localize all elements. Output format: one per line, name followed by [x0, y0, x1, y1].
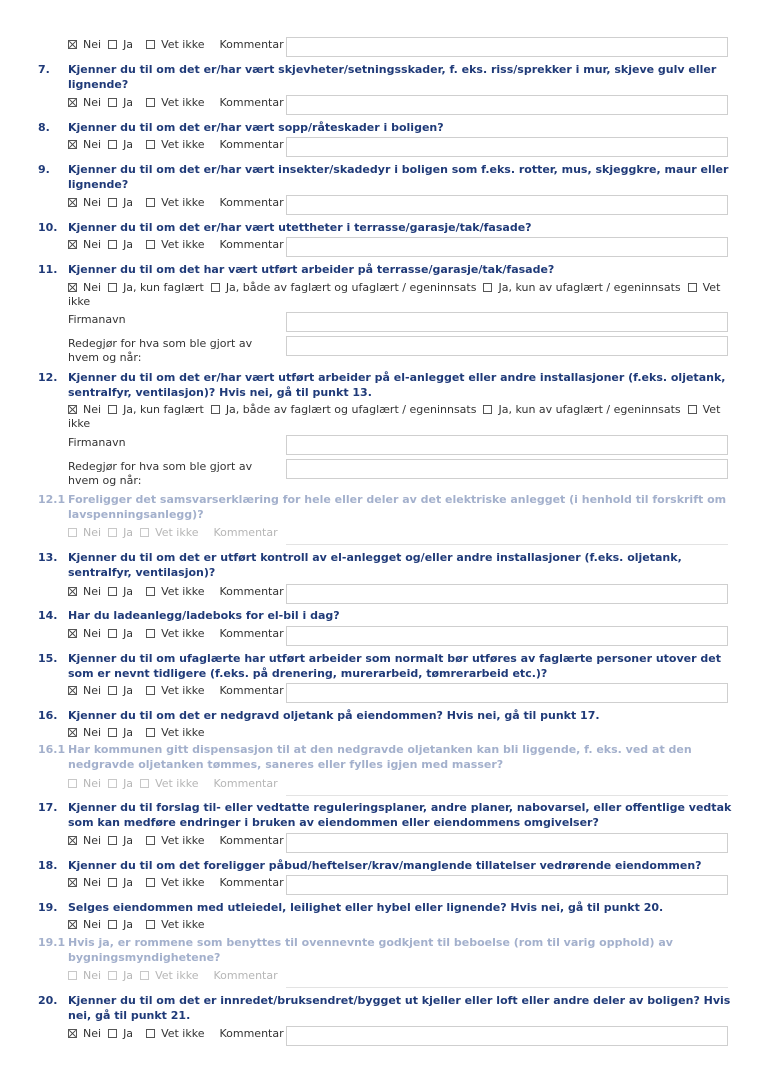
checkbox-unknown[interactable]: [146, 920, 155, 929]
comment-field-q17[interactable]: [286, 833, 728, 853]
comment-field-q7[interactable]: [286, 95, 728, 115]
checkbox-no-checked[interactable]: [68, 1029, 77, 1038]
question-16-1: [38, 742, 733, 772]
question-text: Kjenner du til om det er innredet/bruksendret/bygget ut kjeller eller loft eller andre deler av boligen? Hvis nei, gå til punkt 21.: [68, 994, 731, 1022]
options-row-q9: [68, 196, 284, 210]
checkbox-yes-both[interactable]: [211, 283, 220, 292]
checkbox-no-checked[interactable]: [68, 405, 77, 414]
question-number: 7.: [38, 63, 50, 76]
option-label: Ja: [123, 918, 134, 931]
comment-label: Kommentar: [213, 777, 278, 790]
option-label: Vet ikke: [161, 834, 205, 847]
option-label: Vet ikke: [68, 281, 721, 308]
option-label: Vet ikke: [161, 238, 205, 251]
option-label: Nei: [83, 834, 102, 847]
comment-field-q15[interactable]: [286, 683, 728, 703]
question-text: Kjenner du til om ufaglærte har utført arbeider som normalt bør utføres av faglærte personer utover det som er nevnt tidligere (f.eks. på drenering, murerarbeid, tømrerarbeid etc.)?: [68, 652, 721, 680]
question-10: [38, 220, 733, 235]
option-label: Ja: [123, 726, 134, 739]
option-label: Ja, kun av ufaglært / egeninnsats: [498, 403, 681, 416]
comment-label: Kommentar: [219, 1027, 284, 1040]
question-number: 16.1: [38, 743, 66, 756]
question-text: Kjenner du til om det er/har vært skjevheter/setningsskader, f. eks. riss/sprekker i mur, skjeve gulv eller lignende?: [68, 63, 717, 91]
option-label: Ja: [123, 876, 134, 889]
options-row-q10: [68, 238, 284, 252]
question-16: [38, 708, 733, 723]
comment-label: Kommentar: [219, 684, 284, 697]
question-9: [38, 162, 733, 192]
question-number: 16.: [38, 709, 58, 722]
checkbox-yes[interactable]: [108, 240, 117, 249]
option-label: Vet ikke: [155, 526, 199, 539]
options-row-q7: [68, 96, 284, 110]
question-19-1: [38, 935, 733, 965]
comment-label: Kommentar: [219, 138, 284, 151]
option-label: Ja: [123, 684, 134, 697]
question-text: Kjenner du til om det foreligger påbud/heftelser/krav/manglende tillatelser vedrørende eiendommen?: [68, 859, 702, 872]
disabled-comment-line-q12-1: [286, 544, 728, 545]
comment-label: Kommentar: [219, 876, 284, 889]
checkbox-yes-unskilled[interactable]: [483, 405, 492, 414]
checkbox-yes-unskilled[interactable]: [483, 283, 492, 292]
option-label: Nei: [83, 969, 102, 982]
option-label: Nei: [83, 585, 102, 598]
option-label: Nei: [83, 526, 102, 539]
checkbox-yes[interactable]: [108, 528, 117, 537]
option-label: Ja, både av faglært og ufaglært / egeninnsats: [225, 403, 477, 416]
question-14: [38, 608, 733, 623]
option-label: Vet ikke: [161, 726, 205, 739]
checkbox-unknown[interactable]: [146, 140, 155, 149]
checkbox-no[interactable]: [68, 528, 77, 537]
option-label: Vet ikke: [161, 138, 205, 151]
company-name-field-q12[interactable]: [286, 435, 728, 455]
option-label: Ja: [123, 196, 134, 209]
question-13: [38, 550, 733, 580]
options-row-q16: [68, 726, 211, 740]
option-label: Vet ikke: [155, 777, 199, 790]
option-label: Vet ikke: [161, 627, 205, 640]
checkbox-no-checked[interactable]: [68, 629, 77, 638]
question-7: [38, 62, 733, 92]
comment-field-q13[interactable]: [286, 584, 728, 604]
option-label: Nei: [83, 918, 102, 931]
option-label: Vet ikke: [161, 684, 205, 697]
comment-field-q8[interactable]: [286, 137, 728, 157]
checkbox-unknown[interactable]: [140, 779, 149, 788]
option-label: Ja, kun faglært: [123, 281, 204, 294]
question-19: [38, 900, 733, 915]
checkbox-yes[interactable]: [108, 686, 117, 695]
checkbox-yes-skilled[interactable]: [108, 283, 117, 292]
option-label: Vet ikke: [161, 196, 205, 209]
options-row-q14: [68, 627, 284, 641]
question-text: Har kommunen gitt dispensasjon til at den nedgravde oljetanken kan bli liggende, f. eks. ved at den nedgravde oljetanken tømmes, saneres eller fylles igjen med masser?: [68, 743, 692, 771]
comment-label: Kommentar: [219, 834, 284, 847]
option-label: Nei: [83, 238, 102, 251]
checkbox-yes[interactable]: [108, 40, 117, 49]
checkbox-unknown[interactable]: [146, 728, 155, 737]
checkbox-no-checked[interactable]: [68, 728, 77, 737]
question-number: 19.: [38, 901, 58, 914]
checkbox-yes-both[interactable]: [211, 405, 220, 414]
option-label: Ja: [123, 238, 134, 251]
option-label: Nei: [83, 403, 102, 416]
comment-field-q6[interactable]: [286, 37, 728, 57]
option-label: Ja: [123, 834, 134, 847]
option-label: Ja, kun faglært: [123, 403, 204, 416]
question-text: Kjenner du til om det er/har vært insekter/skadedyr i boligen som f.eks. rotter, mus, skjeggkre, maur eller lignende?: [68, 163, 729, 191]
question-text: Selges eiendommen med utleiedel, leilighet eller hybel eller lignende? Hvis nei, gå til punkt 20.: [68, 901, 664, 914]
checkbox-yes[interactable]: [108, 920, 117, 929]
checkbox-unknown[interactable]: [146, 98, 155, 107]
option-label: Nei: [83, 684, 102, 697]
checkbox-unknown[interactable]: [146, 198, 155, 207]
option-label: Vet ikke: [161, 876, 205, 889]
checkbox-no-checked[interactable]: [68, 198, 77, 207]
checkbox-unknown[interactable]: [146, 836, 155, 845]
checkbox-unknown[interactable]: [146, 40, 155, 49]
checkbox-unknown[interactable]: [688, 405, 697, 414]
option-label: Vet ikke: [68, 403, 721, 430]
option-label: Ja: [123, 777, 134, 790]
question-text: Kjenner du til forslag til- eller vedtatte reguleringsplaner, andre planer, nabovarsel, eller offentlige vedtak som kan medføre endringer i bruken av eiendommen eller eiendommens omgivelser?: [68, 801, 732, 829]
option-label: Ja: [123, 969, 134, 982]
checkbox-unknown[interactable]: [146, 686, 155, 695]
comment-label: Kommentar: [219, 585, 284, 598]
question-12-1: [38, 492, 733, 522]
comment-label: Kommentar: [213, 526, 278, 539]
company-name-label: Firmanavn: [68, 436, 126, 449]
question-17: [38, 800, 733, 830]
options-row-q20: [68, 1027, 284, 1041]
question-number: 10.: [38, 221, 58, 234]
disabled-comment-line-q19-1: [286, 987, 728, 988]
option-label: Nei: [83, 726, 102, 739]
question-text: Har du ladeanlegg/ladeboks for el-bil i dag?: [68, 609, 340, 622]
comment-label: Kommentar: [219, 196, 284, 209]
comment-field-q18[interactable]: [286, 875, 728, 895]
checkbox-unknown[interactable]: [146, 629, 155, 638]
checkbox-yes[interactable]: [108, 1029, 117, 1038]
comment-field-q9[interactable]: [286, 195, 728, 215]
option-label: Ja: [123, 1027, 134, 1040]
option-label: Vet ikke: [161, 1027, 205, 1040]
question-text: Kjenner du til om det er/har vært utført arbeider på el-anlegget eller andre installasjoner (f.eks. oljetank, sentralfyr, ventilasjon)? Hvis nei, gå til punkt 13.: [68, 371, 726, 399]
options-row-q19-1: [68, 969, 278, 983]
options-row-q17: [68, 834, 284, 848]
explain-field-q12[interactable]: [286, 459, 728, 479]
option-label: Nei: [83, 627, 102, 640]
company-name-label: Firmanavn: [68, 313, 126, 326]
question-number: 8.: [38, 121, 50, 134]
option-label: Nei: [83, 876, 102, 889]
comment-field-q20[interactable]: [286, 1026, 728, 1046]
options-row-q12-1: [68, 526, 278, 540]
question-8: [38, 120, 733, 135]
question-15: [38, 651, 733, 681]
question-number: 14.: [38, 609, 58, 622]
option-label: Ja: [123, 96, 134, 109]
checkbox-yes[interactable]: [108, 198, 117, 207]
comment-label: Kommentar: [219, 627, 284, 640]
question-text: Kjenner du til om det er/har vært sopp/råteskader i boligen?: [68, 121, 444, 134]
option-label: Vet ikke: [161, 96, 205, 109]
option-label: Nei: [83, 138, 102, 151]
checkbox-no[interactable]: [68, 971, 77, 980]
options-row-q16-1: [68, 777, 278, 791]
checkbox-yes-skilled[interactable]: [108, 405, 117, 414]
option-label: Vet ikke: [161, 918, 205, 931]
checkbox-no-checked[interactable]: [68, 920, 77, 929]
question-number: 13.: [38, 551, 58, 564]
question-11: [38, 262, 733, 277]
disabled-comment-line-q16-1: [286, 795, 728, 796]
question-12: [38, 370, 733, 400]
option-label: Ja: [123, 627, 134, 640]
question-18: [38, 858, 733, 873]
explain-label: Redegjør for hva som ble gjort av hvem og når:: [68, 460, 253, 487]
options-row-q11: [68, 281, 733, 309]
options-row-q18: [68, 876, 284, 890]
checkbox-unknown[interactable]: [146, 1029, 155, 1038]
question-number: 11.: [38, 263, 58, 276]
question-number: 19.1: [38, 936, 66, 949]
checkbox-yes[interactable]: [108, 98, 117, 107]
option-label: Nei: [83, 777, 102, 790]
company-name-field-q11[interactable]: [286, 312, 728, 332]
option-label: Ja: [123, 585, 134, 598]
checkbox-yes[interactable]: [108, 878, 117, 887]
question-20: [38, 993, 733, 1023]
checkbox-no-checked[interactable]: [68, 98, 77, 107]
checkbox-yes[interactable]: [108, 728, 117, 737]
checkbox-unknown[interactable]: [146, 240, 155, 249]
options-row-q12: [68, 403, 733, 431]
question-number: 17.: [38, 801, 58, 814]
checkbox-unknown[interactable]: [140, 528, 149, 537]
comment-field-q10[interactable]: [286, 237, 728, 257]
question-number: 18.: [38, 859, 58, 872]
option-label: Ja: [123, 138, 134, 151]
options-row-q13: [68, 585, 284, 599]
comment-label: Kommentar: [219, 96, 284, 109]
checkbox-unknown[interactable]: [688, 283, 697, 292]
question-text: Foreligger det samsvarserklæring for hele eller deler av det elektriske anlegget (i henhold til forskrift om lavspenningsanlegg)?: [68, 493, 727, 521]
checkbox-unknown[interactable]: [146, 587, 155, 596]
checkbox-no-checked[interactable]: [68, 686, 77, 695]
checkbox-no-checked[interactable]: [68, 878, 77, 887]
option-label: Nei: [83, 196, 102, 209]
question-number: 9.: [38, 163, 50, 176]
option-label: Nei: [83, 1027, 102, 1040]
checkbox-yes[interactable]: [108, 629, 117, 638]
checkbox-no-checked[interactable]: [68, 836, 77, 845]
options-row-q19: [68, 918, 211, 932]
question-number: 20.: [38, 994, 58, 1007]
explain-field-q11[interactable]: [286, 336, 728, 356]
question-number: 12.1: [38, 493, 66, 506]
option-label: Ja, kun av ufaglært / egeninnsats: [498, 281, 681, 294]
option-label: Nei: [83, 96, 102, 109]
question-text: Kjenner du til om det er utført kontroll av el-anlegget og/eller andre installasjoner (f.eks. oljetank, sentralfyr, ventilasjon)?: [68, 551, 682, 579]
checkbox-no-checked[interactable]: [68, 240, 77, 249]
question-text: Kjenner du til om det har vært utført arbeider på terrasse/garasje/tak/fasade?: [68, 263, 555, 276]
option-label: Ja, både av faglært og ufaglært / egeninnsats: [225, 281, 477, 294]
checkbox-yes[interactable]: [108, 587, 117, 596]
checkbox-no[interactable]: [68, 779, 77, 788]
options-row-q15: [68, 684, 284, 698]
checkbox-no-checked[interactable]: [68, 140, 77, 149]
checkbox-yes[interactable]: [108, 836, 117, 845]
question-text: Hvis ja, er rommene som benyttes til ovennevnte godkjent til beboelse (rom til varig opphold) av bygningsmyndighetene?: [68, 936, 673, 964]
question-text: Kjenner du til om det er nedgravd oljetank på eiendommen? Hvis nei, gå til punkt 17.: [68, 709, 600, 722]
checkbox-no-checked[interactable]: [68, 283, 77, 292]
question-text: Kjenner du til om det er/har vært utettheter i terrasse/garasje/tak/fasade?: [68, 221, 532, 234]
checkbox-unknown[interactable]: [140, 971, 149, 980]
question-number: 12.: [38, 371, 58, 384]
comment-label: Kommentar: [219, 38, 284, 51]
question-number: 15.: [38, 652, 58, 665]
checkbox-no-checked[interactable]: [68, 40, 77, 49]
option-label: Nei: [83, 281, 102, 294]
checkbox-yes[interactable]: [108, 140, 117, 149]
option-label: Vet ikke: [161, 585, 205, 598]
comment-label: Kommentar: [213, 969, 278, 982]
checkbox-yes[interactable]: [108, 779, 117, 788]
option-label: Vet ikke: [155, 969, 199, 982]
comment-label: Kommentar: [219, 238, 284, 251]
checkbox-unknown[interactable]: [146, 878, 155, 887]
options-row-q6: Nei Ja Vet ikke Kommentar: [68, 38, 284, 52]
comment-field-q14[interactable]: [286, 626, 728, 646]
checkbox-yes[interactable]: [108, 971, 117, 980]
explain-label: Redegjør for hva som ble gjort av hvem og når:: [68, 337, 253, 364]
checkbox-no-checked[interactable]: [68, 587, 77, 596]
option-label: Ja: [123, 526, 134, 539]
options-row-q8: [68, 138, 284, 152]
